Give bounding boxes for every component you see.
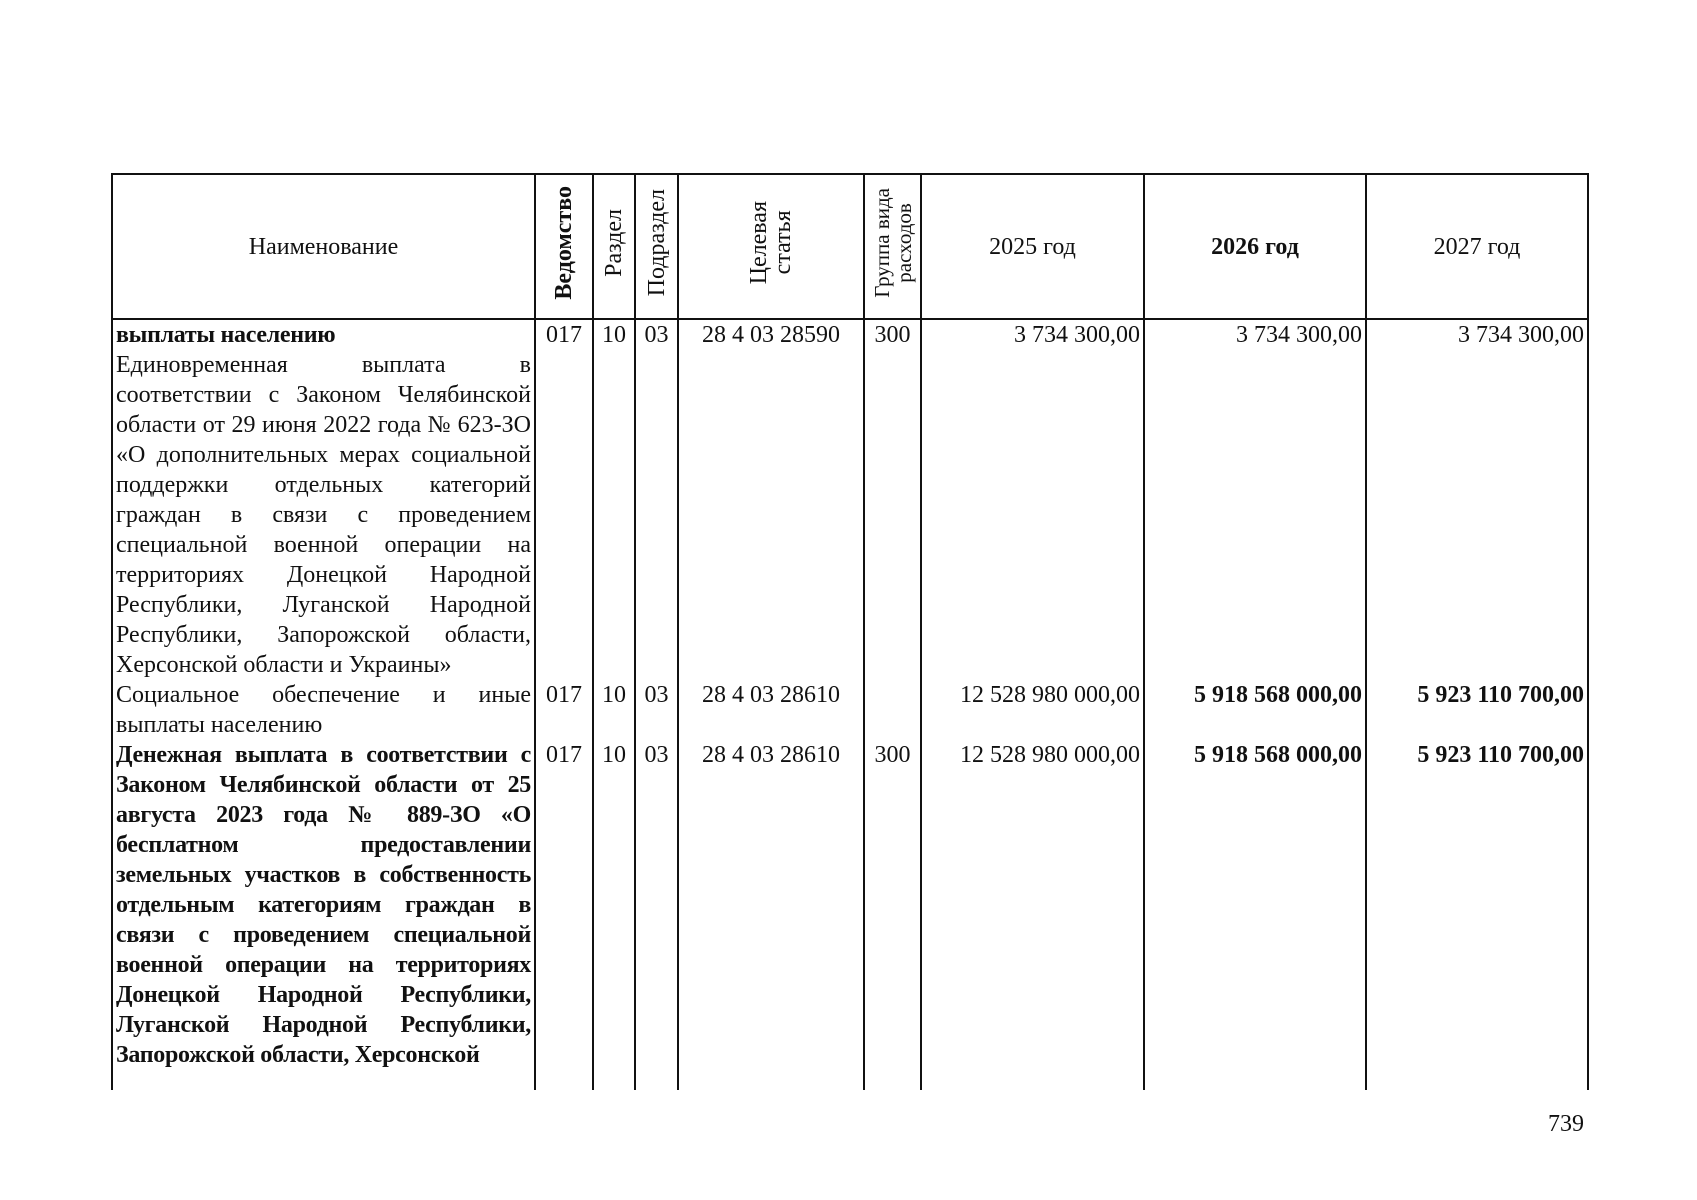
cell-2027: 3 734 300,00 bbox=[1458, 322, 1584, 348]
header-target-article: Целевая статья bbox=[678, 174, 864, 319]
header-name: Наименование bbox=[112, 174, 535, 319]
row-name: Социальное обеспечение и иные выплаты населению bbox=[116, 682, 531, 738]
header-subsection: Подраздел bbox=[635, 174, 678, 319]
table-row bbox=[112, 319, 1588, 1090]
cell-target-article: 28 4 03 28610 bbox=[702, 682, 840, 708]
cell-expense-group bbox=[868, 680, 917, 710]
cell-2025: 12 528 980 000,00 bbox=[960, 682, 1140, 708]
y2027-column-cell bbox=[1366, 319, 1588, 1090]
header-2026: 2026 год bbox=[1144, 174, 1366, 319]
cell-target-article: 28 4 03 28590 bbox=[702, 322, 840, 348]
cell-target-article: 28 4 03 28610 bbox=[702, 742, 840, 768]
page-number: 739 bbox=[1548, 1111, 1584, 1137]
y2025-column-cell bbox=[921, 319, 1144, 1090]
cell-2026: 3 734 300,00 bbox=[1236, 322, 1362, 348]
name-column-cell bbox=[112, 319, 535, 1090]
row-name: выплаты населению bbox=[116, 322, 336, 348]
cell-department: 017 bbox=[546, 682, 582, 708]
row-name: Денежная выплата в соответствии с Законом Челябинской области от 25 августа 2023 года № 889-ЗО «О бесплатном предоставлении земельных участков в собственность отдельным категориям граждан в связи с проведением специальной военной операции на территориях Донецкой Народной Республики, Луганской Народной Республики, Запорожской области, Херсонской bbox=[116, 742, 531, 1068]
row-name: Единовременная выплата в соответствии с Законом Челябинской области от 29 июня 2022 года № 623-ЗО «О дополнительных мерах социальной поддержки отдельных категорий граждан в связи с проведением специальной военной операции на территориях Донецкой Народной Республики, Луганской Народной Республики, Запорожской области, Херсонской области и Украины» bbox=[116, 352, 531, 678]
cell-2025: 3 734 300,00 bbox=[1014, 322, 1140, 348]
cell-subsection: 03 bbox=[644, 322, 669, 348]
header-2027: 2027 год bbox=[1366, 174, 1588, 319]
cell-2027: 5 923 110 700,00 bbox=[1417, 742, 1584, 768]
cell-2025: 12 528 980 000,00 bbox=[960, 742, 1140, 768]
cell-department: 017 bbox=[546, 742, 582, 768]
table-header-row bbox=[112, 174, 1588, 319]
subsection-column-cell bbox=[635, 319, 678, 1090]
cell-section: 10 bbox=[602, 322, 626, 348]
target-article-column-cell bbox=[678, 319, 864, 1090]
cell-section: 10 bbox=[602, 742, 626, 768]
cell-2027: 5 923 110 700,00 bbox=[1417, 682, 1584, 708]
header-expense-group: Группа вида расходов bbox=[864, 174, 921, 319]
budget-table bbox=[111, 173, 1589, 1090]
cell-expense-group: 300 bbox=[874, 742, 911, 768]
cell-expense-group: 300 bbox=[874, 322, 911, 348]
y2026-column-cell bbox=[1144, 319, 1366, 1090]
cell-subsection: 03 bbox=[644, 682, 669, 708]
cell-2026: 5 918 568 000,00 bbox=[1194, 682, 1362, 708]
header-2025: 2025 год bbox=[921, 174, 1144, 319]
header-department: Ведомство bbox=[535, 174, 593, 319]
expense-group-column-cell bbox=[864, 319, 921, 1090]
cell-subsection: 03 bbox=[644, 742, 669, 768]
section-column-cell bbox=[593, 319, 635, 1090]
header-section: Раздел bbox=[593, 174, 635, 319]
cell-2026: 5 918 568 000,00 bbox=[1194, 742, 1362, 768]
department-column-cell bbox=[535, 319, 593, 1090]
cell-department: 017 bbox=[546, 322, 582, 348]
cell-section: 10 bbox=[602, 682, 626, 708]
